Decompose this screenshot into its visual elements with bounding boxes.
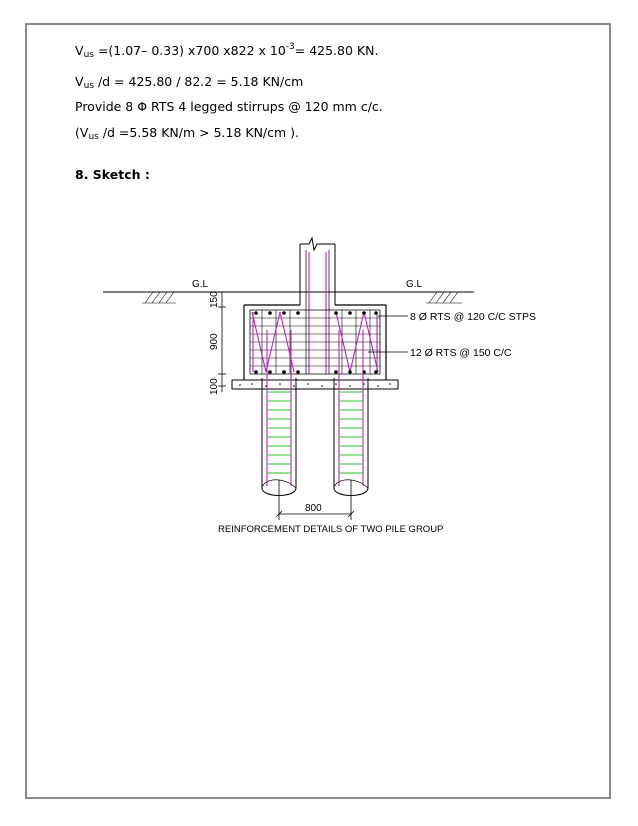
calc-line-2: $V_{us}$ /d = 425.80 / 82.2 = 5.18 KN/cm <box>75 74 304 91</box>
gl-label-right: G.L <box>406 279 423 290</box>
callout-bars: 12 Ø RTS @ 150 C/C <box>410 347 512 359</box>
calc-line-3: Provide 8 Φ RTS 4 legged stirrups @ 120 mm c/c. <box>75 99 383 114</box>
gl-label-left: G.L <box>192 279 209 290</box>
dim-150: 150 <box>209 291 220 308</box>
horizontal-dimension-800 <box>276 480 354 520</box>
pile-helical-ties <box>267 392 363 473</box>
pcc-bed <box>232 380 398 389</box>
ground-level <box>103 292 474 303</box>
section-heading: 8. Sketch : <box>75 167 150 182</box>
calc-line-4: ($V_{us}$ /d =5.58 KN/m > 5.18 KN/cm ). <box>75 125 300 142</box>
dim-800: 800 <box>305 503 322 514</box>
callout-stirrups: 8 Ø RTS @ 120 C/C STPS <box>410 311 537 323</box>
pile-longitudinal-bars <box>267 330 363 486</box>
dim-100: 100 <box>209 378 220 395</box>
calc-line-1: $V_{us} =(1.07-$ 0.33) x700 x822 x $10^{-3}= 425.80$ KN. <box>75 42 379 60</box>
column-stirrups <box>309 252 326 374</box>
sketch-caption: REINFORCEMENT DETAILS OF TWO PILE GROUP <box>218 524 444 535</box>
column <box>300 238 335 374</box>
cap-mesh <box>250 310 380 374</box>
dim-900: 900 <box>209 333 220 350</box>
